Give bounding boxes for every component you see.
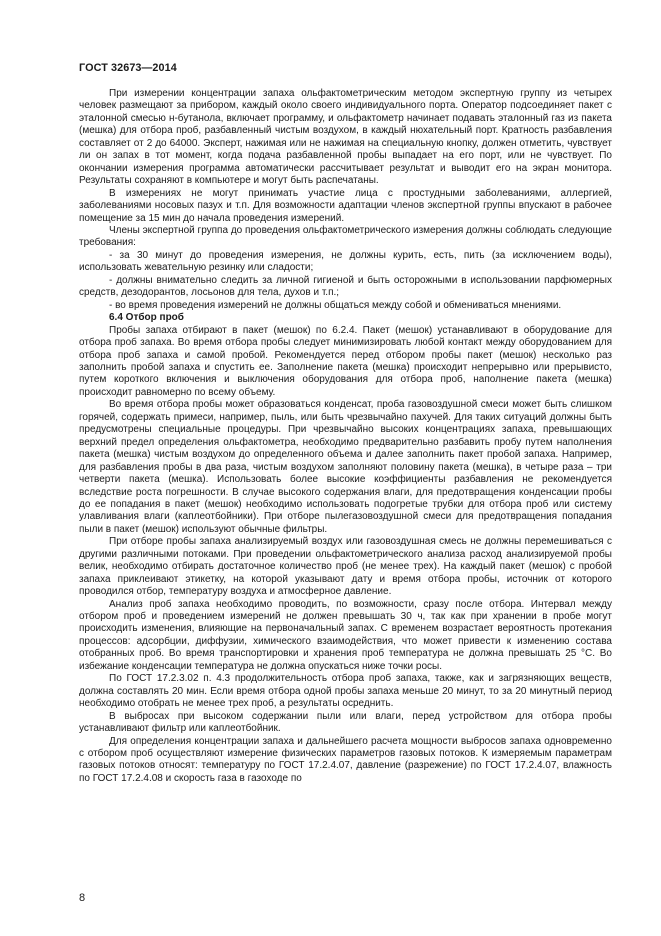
paragraph-measurement-procedure: При измерении концентрации запаха ольфактометрическим методом экспертную группу из четырех человек размещают за прибором, каждый около своего индивидуального порта. Оператор подсоединяет пакет с эталонной смесью н-бутанола, включает программу, и ольфактометр начинает подавать эталонный газ из пакета (мешка) для отбора проб, разбавленный чистым воздухом, в каждый нюхательный порт. Кратность разбавления составляет от 2 до 64000. Эксперт, нажимая или не нажимая на специальную кнопку, должен отметить, чувствует ли он запах в тот момент, когда подача разбавленной пробы выпадает на его порт, или не чувствует. По окончании измерения программа автоматически рассчитывает результат и выводит его на экран монитора. Результаты сохраняют в компьютере и могут быть распечатаны. (79, 88, 612, 187)
paragraph-no-mixing: При отборе пробы запаха анализируемый воздух или газовоздушная смесь не должны перемешиваться с другими различными потоками. При проведении ольфактометрического анализа расход анализируемой пробы велик, необходимо отбирать достаточное количество проб (не менее трех). На каждый пакет (мешок) с пробой запаха приклеивают этикетку, на которой указывают дату и время отбора пробы, источник от которого проводился отбор, температуру воздуха и атмосферное давление. (79, 536, 612, 598)
paragraph-filter: В выбросах при высоком содержании пыли или влаги, перед устройством для отбора пробы устанавливают фильтр или каплеотбойник. (79, 710, 612, 735)
paragraph-requirements-intro: Члены экспертной группа до проведения ольфактометрического измерения должны соблюдать следующие требования: (79, 224, 612, 249)
paragraph-participant-restrictions: В измерениях не могут принимать участие лица с простудными заболеваниями, аллергией, заболеваниями носовых пазух и т.п. Для возможности адаптации членов экспертной группы впускают в рабочее помещение за 15 мин до начала проведения измерений. (79, 187, 612, 224)
paragraph-analysis-timing: Анализ проб запаха необходимо проводить, по возможности, сразу после отбора. Интервал между отбором проб и проведением измерений не должен превышать 30 ч, так как при хранении в пробе могут происходить изменения, влияющие на первоначальный запах. С временем возрастает вероятность протекания процессов: адсорбции, диффузии, химического взаимодействия, что может привести к изменению состава отобранных проб. Во время транспортировки и хранения проб температура не должна превышать 25 °C. Во избежание конденсации температура не должна опускаться ниже точки росы. (79, 598, 612, 672)
paragraph-gas-parameters: Для определения концентрации запаха и дальнейшего расчета мощности выбросов запаха одновременно с отбором проб осуществляют измерение физических параметров газовых потоков. К измеряемым параметрам газовых потоков относят: температуру по ГОСТ 17.2.4.07, давление (разрежение) по ГОСТ 17.2.4.07, влажность по ГОСТ 17.2.4.08 и скорость газа в газоходе по (79, 735, 612, 784)
list-item-no-talking: - во время проведения измерений не должны общаться между собой и обмениваться мнениями. (109, 299, 562, 311)
paragraph-condensate: Во время отбора пробы может образоваться конденсат, проба газовоздушной смеси может быть слишком горячей, содержать примеси, например, пыль, или быть чрезвычайно пахучей. Для таких ситуаций должны быть предусмотрены специальные процедуры. При чрезвычайно высоких концентрациях запаха, превышающих верхний предел определения ольфактометра, необходимо предварительно разбавить пробу путем наполнения пакета (мешка) чистым воздухом до определенного объема и далее заполнить пакет пробой запаха. Например, для разбавления пробы в два раза, чистым воздухом заполняют половину пакета (мешка), в четыре раза – три четверти пакета (мешка). Использовать более высокие коэффициенты разбавления не рекомендуется вследствие роста погрешности. В случае высокого содержания влаги, для предотвращения конденсации пробы до ее попадания в пакет (мешок) необходимо использовать подогретые трубки для отбора проб или систему улавливания влаги (каплеотбойники). При отборе пылегазовоздушной смеси для предотвращения попадания пыли в пакет (мешок) используют обычные фильтры. (79, 399, 612, 535)
page-number: 8 (79, 892, 86, 904)
list-item-hygiene: - должны внимательно следить за личной гигиеной и быть осторожными в использовании парфюмерных средств, дезодорантов, лосьонов для тела, духов и т.п.; (79, 274, 612, 299)
list-item-no-smoking: - за 30 минут до проведения измерения, не должны курить, есть, пить (за исключением воды), использовать жевательную резинку или сладости; (79, 249, 612, 274)
paragraph-sampling-duration: По ГОСТ 17.2.3.02 п. 4.3 продолжительность отбора проб запаха, также, как и загрязняющих веществ, должна составлять 20 мин. Если время отбора одной пробы запаха меньше 20 минут, то за 20 минутный период необходимо отобрать не менее трех проб, а результаты осреднить. (79, 673, 612, 710)
paragraph-bag-sampling: Пробы запаха отбирают в пакет (мешок) по 6.2.4. Пакет (мешок) устанавливают в оборудование для отбора проб запаха. Во время отбора пробы следует минимизировать любой контакт между оборудованием для отбора проб запаха и самой пробой. Рекомендуется перед отбором пробы пакет (мешок) несколько раз заполнить пробой запаха и спустить ее. Заполнение пакета (мешка) происходит непрерывно или прерывисто, путем короткого включения и выключения оборудования для отбора проб, наполнение пакета (мешка) происходит равномерно по всему объему. (79, 324, 612, 398)
document-header: ГОСТ 32673—2014 (79, 62, 177, 74)
section-title-sampling: 6.4 Отбор проб (109, 312, 184, 324)
document-body (79, 88, 612, 785)
